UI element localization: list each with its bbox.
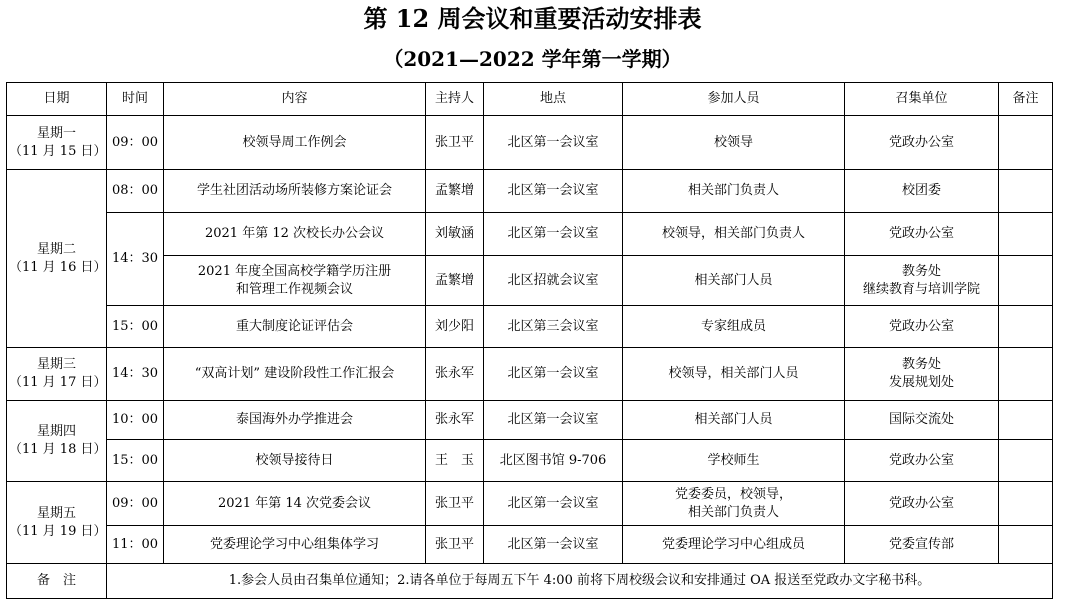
remarks-cell	[999, 170, 1053, 213]
time-cell: 09：00	[107, 482, 164, 526]
header-attendees: 参加人员	[623, 83, 845, 116]
time-cell: 10：00	[107, 401, 164, 440]
organizer-cell: 党政办公室	[845, 440, 999, 482]
remarks-cell	[999, 348, 1053, 401]
table-row	[7, 401, 1053, 440]
header-organizer: 召集单位	[845, 83, 999, 116]
page-subtitle: （2021—2022 学年第一学期）	[383, 47, 682, 71]
table-row	[7, 526, 1053, 564]
footer-note: 1.参会人员由召集单位通知；2.请各单位于每周五下午 4:00 前将下周校级会议和安排通过 OA 报送至党政办文字秘书科。	[107, 564, 1053, 599]
attendees-cell: 相关部门人员	[623, 256, 845, 306]
day-cell: 星期四 （11 月 18 日）	[7, 401, 107, 482]
attendees-cell: 相关部门人员	[623, 401, 845, 440]
attendees-cell: 党委委员，校领导， 相关部门负责人	[623, 482, 845, 526]
place-cell: 北区第一会议室	[484, 213, 623, 256]
content-cell: 2021 年度全国高校学籍学历注册 和管理工作视频会议	[164, 256, 426, 306]
time-cell: 15：00	[107, 306, 164, 348]
organizer-cell: 教务处 继续教育与培训学院	[845, 256, 999, 306]
organizer-cell: 国际交流处	[845, 401, 999, 440]
remarks-cell	[999, 440, 1053, 482]
host-cell: 张卫平	[426, 526, 484, 564]
header-place: 地点	[484, 83, 623, 116]
time-cell: 08：00	[107, 170, 164, 213]
table-row	[7, 348, 1053, 401]
content-cell: 党委理论学习中心组集体学习	[164, 526, 426, 564]
attendees-cell: 校领导，相关部门人员	[623, 348, 845, 401]
day-cell: 星期三 （11 月 17 日）	[7, 348, 107, 401]
host-cell: 刘少阳	[426, 306, 484, 348]
organizer-cell: 党政办公室	[845, 306, 999, 348]
page-title: 第 12 周会议和重要活动安排表	[363, 4, 702, 33]
remarks-cell	[999, 116, 1053, 170]
attendees-cell: 相关部门负责人	[623, 170, 845, 213]
place-cell: 北区第一会议室	[484, 348, 623, 401]
remarks-cell	[999, 213, 1053, 256]
content-cell: “双高计划” 建设阶段性工作汇报会	[164, 348, 426, 401]
place-cell: 北区第一会议室	[484, 116, 623, 170]
time-cell: 14：30	[107, 213, 164, 306]
header-time: 时间	[107, 83, 164, 116]
host-cell: 孟繁增	[426, 170, 484, 213]
day-cell: 星期二 （11 月 16 日）	[7, 170, 107, 348]
header-remarks: 备注	[999, 83, 1053, 116]
table-row	[7, 440, 1053, 482]
place-cell: 北区第一会议室	[484, 170, 623, 213]
place-cell: 北区第一会议室	[484, 482, 623, 526]
table-row	[7, 256, 1053, 306]
header-date: 日期	[7, 83, 107, 116]
organizer-cell: 党委宣传部	[845, 526, 999, 564]
remarks-cell	[999, 306, 1053, 348]
organizer-cell: 校团委	[845, 170, 999, 213]
day-cell: 星期一 （11 月 15 日）	[7, 116, 107, 170]
content-cell: 重大制度论证评估会	[164, 306, 426, 348]
host-cell: 张卫平	[426, 482, 484, 526]
host-cell: 张卫平	[426, 116, 484, 170]
remarks-cell	[999, 256, 1053, 306]
organizer-cell: 党政办公室	[845, 116, 999, 170]
attendees-cell: 校领导	[623, 116, 845, 170]
content-cell: 2021 年第 12 次校长办公会议	[164, 213, 426, 256]
place-cell: 北区图书馆 9-706	[484, 440, 623, 482]
footer-row	[7, 564, 1053, 599]
host-cell: 孟繁增	[426, 256, 484, 306]
schedule-table	[6, 82, 1053, 599]
remarks-cell	[999, 482, 1053, 526]
organizer-cell: 党政办公室	[845, 213, 999, 256]
table-row	[7, 482, 1053, 526]
attendees-cell: 学校师生	[623, 440, 845, 482]
content-cell: 泰国海外办学推进会	[164, 401, 426, 440]
table-row	[7, 213, 1053, 256]
host-cell: 张永军	[426, 348, 484, 401]
time-cell: 15：00	[107, 440, 164, 482]
place-cell: 北区第一会议室	[484, 526, 623, 564]
content-cell: 学生社团活动场所装修方案论证会	[164, 170, 426, 213]
table-row	[7, 170, 1053, 213]
time-cell: 09：00	[107, 116, 164, 170]
header-row	[7, 83, 1053, 116]
footer-label: 备 注	[7, 564, 107, 599]
remarks-cell	[999, 526, 1053, 564]
host-cell: 张永军	[426, 401, 484, 440]
place-cell: 北区第一会议室	[484, 401, 623, 440]
attendees-cell: 党委理论学习中心组成员	[623, 526, 845, 564]
organizer-cell: 教务处 发展规划处	[845, 348, 999, 401]
place-cell: 北区招就会议室	[484, 256, 623, 306]
header-host: 主持人	[426, 83, 484, 116]
time-cell: 11：00	[107, 526, 164, 564]
content-cell: 校领导接待日	[164, 440, 426, 482]
time-cell: 14：30	[107, 348, 164, 401]
attendees-cell: 校领导，相关部门负责人	[623, 213, 845, 256]
remarks-cell	[999, 401, 1053, 440]
host-cell: 王 玉	[426, 440, 484, 482]
table-row	[7, 306, 1053, 348]
table-row	[7, 116, 1053, 170]
content-cell: 2021 年第 14 次党委会议	[164, 482, 426, 526]
host-cell: 刘敏涵	[426, 213, 484, 256]
organizer-cell: 党政办公室	[845, 482, 999, 526]
day-cell: 星期五 （11 月 19 日）	[7, 482, 107, 564]
header-content: 内容	[164, 83, 426, 116]
content-cell: 校领导周工作例会	[164, 116, 426, 170]
place-cell: 北区第三会议室	[484, 306, 623, 348]
attendees-cell: 专家组成员	[623, 306, 845, 348]
